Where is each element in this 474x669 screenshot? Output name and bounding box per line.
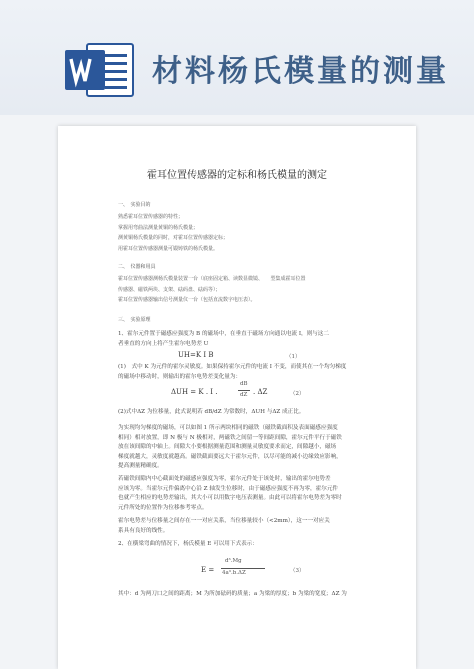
equation-2-fraction-numerator: dB [240,381,248,387]
paragraph-8: 其中：d 为两刀口之间的距离；M 为所加砝码的质量；a 为梁的厚度；b 为梁的宽度；ΔZ 为 [118,591,347,597]
text-line: 为实现均匀梯度的磁场，可以如图 1 所示两块相同的磁铁（磁铁截面积及表面磁感应强度 [118,425,338,431]
header-banner [0,0,474,115]
list-item: 用霍耳位置传感器测量可锻铸铁的杨氏模量。 [118,245,219,252]
equation-3-number: （3） [290,568,305,574]
equation-3-denominator: 4a³.b.ΔZ [222,570,246,576]
equation-2-left: ΔUH = K . I . [171,388,218,396]
paragraph-6 [118,517,330,536]
document-page [58,126,416,669]
paragraph-4 [118,424,342,472]
text-line: 霍耳位置传感器测杨氏模量装置一台（底座固定箱、读数显微镜、 型集成霍耳位置 [118,276,306,282]
text-line: 霍尔电势差与位移量之间存在一一对应关系，当位移量较小（<2mm），这一一对应关 [118,518,330,524]
paragraph-3: (2)式中ΔZ 为位移量，此式说明若 dB/dZ 为常数时，ΔUH 与ΔZ 成正比。 [118,409,305,415]
equation-3-numerator: d³.Mg [225,558,242,564]
text-line: 元件所处的位置作为位移参考零点。 [118,504,208,511]
text-line: 提高测量精确度。 [118,463,163,470]
text-line: 应该为零。当霍尔元件偏离中心沿 Z 轴发生位移时，由于磁感应强度不再为零，霍尔元件 [118,485,339,492]
fraction-bar [221,568,265,569]
text-line: 若磁铁间隙内中心截面处的磁感应强度为零，霍尔元件处于该处时，输出的霍尔电势差 [118,476,331,482]
text-line: 霍耳位置传感器输出信号测量仪一台（包括直流数字电压表）。 [118,297,256,303]
text-line: 系具有良好的线性。 [118,527,169,534]
fraction-bar [238,390,250,391]
equation-1-number: （1） [286,354,301,360]
section-heading-objectives: 一、 实验目的 [118,202,151,208]
word-document-icon [63,42,135,98]
instruments-text [118,274,306,306]
banner-title: 材料杨氏模量的测量 [152,54,449,89]
text-line: (1) 式中 K 为元件的霍尔灵敏度。如果保持霍尔元件的电流 I 不变，而使其在一个均匀梯度 [118,364,347,370]
paragraph-1 [118,330,329,349]
text-line: 梯度就越大，灵敏度就越高。磁铁截面要远大于霍尔元件，以尽可能的减小边缘效应影响， [118,453,342,460]
equation-1: UH=K I B [178,351,214,359]
text-line: 相同）相对放置，即 N 极与 N 极相对，两磁铁之间留一等间距间隙，霍尔元件平行于磁铁 [118,434,342,441]
section-heading-principle: 三、 实验原理 [118,317,151,323]
text-line: 放在该间隙的中轴上。间隙大小要根据测量范围和测量灵敏度要求而定，间隙越小，磁场 [118,444,337,451]
paragraph-2 [118,363,346,382]
text-line: 也就产生相应的电势差输出，其大小可以用数字电压表测量。由此可以将霍尔电势差为零时 [118,495,342,502]
document-title: 霍耳位置传感器的定标和杨氏模量的测定 [147,170,327,181]
equation-2-right: . ΔZ [253,388,268,396]
paragraph-7: 2、在横梁弯曲的情况下，杨氏模量 E 可以用下式表示： [118,541,258,547]
equation-2-number: （2） [290,391,305,397]
text-line: 1、霍尔元件置于磁感应强度为 B 的磁场中，在垂直于磁场方向通以电流 I，则与这二 [118,331,329,337]
list-item: 熟悉霍耳位置传感器的特性； [118,214,184,220]
equation-2-fraction-denominator: dZ [240,392,248,398]
paragraph-5 [118,475,342,513]
list-item: 测黄铜杨氏模量的同时，对霍耳位置传感器定标； [118,235,229,241]
text-line: 传感器、磁铁两块、支架、砝码盘、砝码等）； [118,286,221,293]
text-line: 的磁场中移动时，则输出的霍尔电势差变化量为： [118,373,242,380]
list-item: 掌握用弯曲法测量黄铜的杨氏模量； [118,224,199,231]
equation-3-left: E = [201,566,215,574]
section-heading-instruments: 二、 仪器和用具 [118,264,156,270]
text-line: 者垂直的方向上将产生霍尔电势差 U [118,340,209,347]
objectives-list [118,212,228,254]
